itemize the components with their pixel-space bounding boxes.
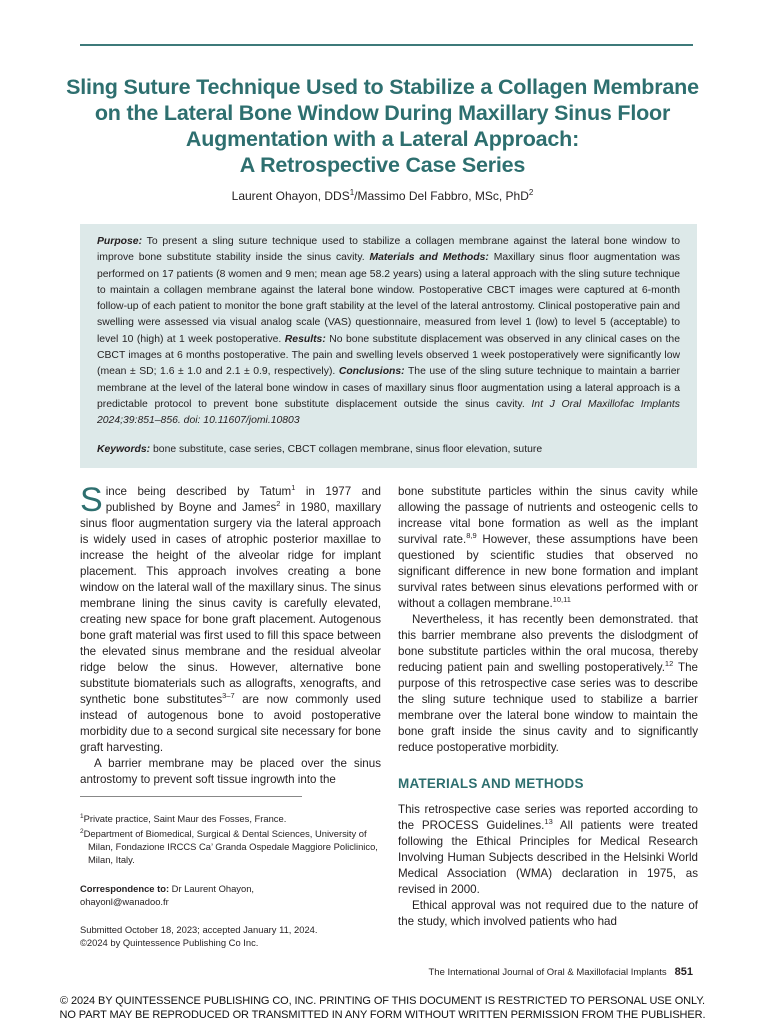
text-run: ince being described by Tatum — [105, 485, 292, 498]
reference: 2 — [276, 499, 281, 509]
methods-text: Maxillary sinus floor augmentation was performed on 17 patients (8 women and 9 men; mean age 58.2 years) using a lateral approach with the sling suture technique to maintain a collagen membrane against the lateral bone window. Postoperative CBCT images were captured at 6-month follow-up of each patient to monitor the bone graft stability at the level of the lateral antrostomy. Clinical postoperative pain and swelling were assessed via visual analog scale (VAS) questionnaire, measured from level 1 (low) to level 5 (acceptable) to level 10 (high) at 1 week postoperative. — [97, 252, 681, 345]
text-run: However, these assumptions have been questioned by scientific studies that observed no significant difference in new bone formation and implant survival rates between sinus elevations performed with or without a collagen membrane. — [398, 533, 699, 610]
reference: 1 — [291, 483, 296, 493]
author-1-affiliation: 1 — [349, 188, 355, 197]
correspondence-name: Dr Laurent Ohayon, — [169, 883, 255, 895]
affiliation-number: 1 — [80, 813, 84, 820]
reference: 12 — [664, 659, 674, 669]
author-2-affiliation: 2 — [528, 188, 534, 197]
intro-paragraph-2: A barrier membrane may be placed over the sinus antrostomy to prevent soft tissue ingrowth into the — [80, 757, 381, 786]
section-heading: MATERIALS AND METHODS — [398, 776, 584, 791]
correspondence-label: Correspondence to: — [80, 883, 170, 895]
affiliation-number: 2 — [80, 828, 84, 836]
footnote-copyright: ©2024 by Quintessence Publishing Co Inc. — [80, 937, 259, 949]
page-number: 851 — [674, 966, 693, 978]
submission-dates: Submitted October 18, 2023; accepted January 11, 2024. — [80, 924, 318, 936]
reference: 10,11 — [552, 595, 571, 605]
keywords-text: bone substitute, case series, CBCT collagen membrane, sinus floor elevation, suture — [150, 443, 543, 455]
affiliation-2 — [80, 825, 380, 866]
text-run: bone substitute particles within the sinus cavity while allowing the passage of nutrients and osteogenic cells to increase vital bone formation as well as the implant survival rate. — [398, 485, 698, 546]
text-run: are now commonly used instead of autogenous bone to avoid postoperative morbidity due to a second surgical site necessary for bone graft harvesting. — [80, 693, 381, 754]
page-footer — [429, 966, 694, 978]
copyright-notice — [0, 994, 765, 1022]
journal-name: The International Journal of Oral & Maxillofacial Implants — [428, 967, 667, 978]
intro-paragraph-1 — [80, 481, 381, 756]
text-run: in 1977 and published by Boyne and James — [105, 485, 381, 514]
keywords — [97, 444, 680, 455]
intro-paragraph-3 — [398, 484, 698, 612]
article-title — [60, 74, 705, 178]
copyright-line-1: © 2024 BY QUINTESSENCE PUBLISHING CO, INC. PRINTING OF THIS DOCUMENT IS RESTRICTED TO PERSONAL USE ONLY. — [59, 995, 705, 1007]
text-run: The purpose of this retrospective case series was to describe the sling suture technique used to stabilize a barrier membrane over the lateral bone window to maintain the bone graft inside the sinus cavity and to significantly reduce postoperative morbidity. — [398, 661, 698, 754]
abstract-box — [80, 224, 697, 468]
conclusions-label: Conclusions: — [338, 366, 405, 378]
results-text: No bone substitute displacement was observed in any clinical cases on the CBCT images at 6 months postoperative. The pain and swelling levels observed 1 week postoperatively were significantly low (mean ± SD; 1.6 ± 1.0 and 2.1 ± 0.9, respectively). — [97, 333, 680, 378]
title-line: Augmentation with a Lateral Approach: — [185, 127, 580, 151]
purpose-label: Purpose: — [97, 236, 143, 247]
body-column-right — [398, 484, 698, 930]
affiliation-text: Private practice, Saint Maur des Fosses, France. — [83, 813, 287, 825]
methods-paragraph-2: Ethical approval was not required due to the nature of the study, which involved patients who had — [398, 899, 698, 928]
author-line — [60, 188, 705, 203]
reference: 3–7 — [222, 691, 235, 701]
correspondence-email[interactable]: ohayonl@wanadoo.fr — [80, 896, 169, 908]
text-run: in 1980, maxillary sinus floor augmentation surgery via the lateral approach is widely used in cases of atrophic posterior maxillae to increase the height of the alveolar ridge for implant placement. This approach involves creating a bone window on the lateral wall of the maxillary sinus. The sinus membrane lining the sinus cavity is carefully elevated, creating new space for bone graft placement. Autogenous bone graft material was first used to fill this space between the elevated sinus membrane and the residual alveolar ridge below the sinus. However, alternative bone substitute biomaterials such as allografts, xenografts, and synthetic bone substitutes — [80, 501, 381, 706]
methods-paragraph-1 — [398, 802, 698, 898]
body-column-left — [80, 481, 381, 788]
reference: 13 — [544, 817, 553, 827]
affiliation-text: Department of Biomedical, Surgical & Dental Sciences, University of Milan, Fondazione IRCCS Ca’ Granda Ospedale Maggiore Policlinico, Milan, Italy. — [83, 828, 378, 866]
methods-label: Materials and Methods: — [369, 252, 489, 264]
purpose-text: To present a sling suture technique used to stabilize a collagen membrane against the lateral bone window to improve bone substitute stability inside the sinus cavity. — [97, 236, 680, 264]
conclusions-text: The use of the sling suture technique to maintain a barrier membrane at the level of the lateral bone window in cases of maxillary sinus floor augmentation using a lateral approach is a predictable protocol to prevent bone substitute displacement outside the sinus cavity. — [97, 366, 680, 410]
text-run: Nevertheless, it has recently been demonstrated. that this barrier membrane also prevents the dislodgment of bone substitute particles within the oral mucosa, thereby reducing patient pain and swelling postoperatively. — [398, 613, 698, 674]
intro-paragraph-4 — [398, 612, 698, 756]
keywords-label: Keywords: — [97, 443, 151, 455]
reference: 8,9 — [466, 531, 477, 541]
header-rule — [80, 44, 693, 46]
title-line: A Retrospective Case Series — [239, 153, 526, 177]
drop-cap: S — [80, 481, 103, 519]
citation: Int J Oral Maxillofac Implants 2024;39:851–856. doi: 10.11607/jomi.10803 — [97, 398, 681, 427]
text-run: All patients were treated following the Ethical Principles for Medical Research Involving Human Subjects described in the Helsinki World Medical Association (WMA) declaration in 1975, as revised in 2000. — [398, 819, 698, 896]
author-1: Laurent Ohayon, DDS — [231, 189, 350, 203]
footnotes — [80, 810, 380, 949]
title-line: on the Lateral Bone Window During Maxillary Sinus Floor — [94, 101, 671, 125]
text-run: This retrospective case series was reported according to the PROCESS Guidelines. — [398, 803, 698, 832]
abstract-text — [97, 234, 680, 430]
affiliation-1 — [80, 810, 380, 825]
copyright-line-2: NO PART MAY BE REPRODUCED OR TRANSMITTED IN ANY FORM WITHOUT WRITTEN PERMISSION FROM THE PUBLISHER. — [59, 1009, 706, 1021]
author-separator: / — [354, 189, 358, 203]
author-2: Massimo Del Fabbro, MSc, PhD — [357, 189, 529, 203]
footnote-rule — [80, 796, 302, 797]
title-line: Sling Suture Technique Used to Stabilize a Collagen Membrane — [66, 75, 699, 99]
correspondence — [80, 882, 380, 908]
results-label: Results: — [284, 333, 326, 345]
